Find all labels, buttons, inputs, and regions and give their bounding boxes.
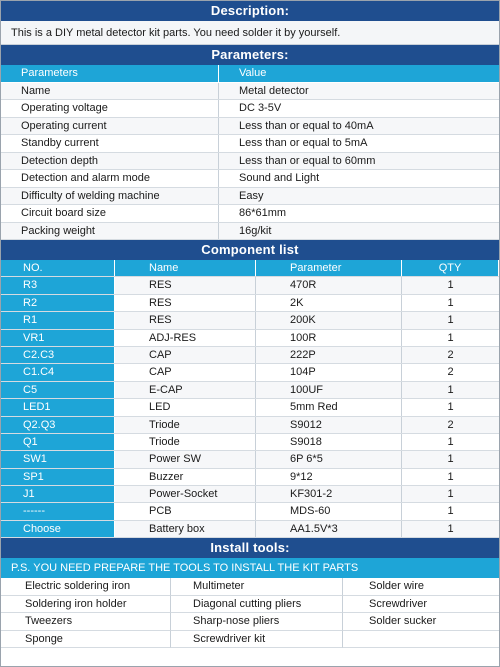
component-row — [1, 295, 499, 312]
component-no: SW1 — [1, 451, 115, 467]
component-table — [1, 260, 499, 538]
component-name: Buzzer — [115, 469, 256, 485]
component-row — [1, 399, 499, 416]
component-qty: 1 — [402, 312, 499, 328]
parameter-value: Sound and Light — [239, 172, 320, 184]
tool-item: Soldering iron holder — [1, 596, 171, 614]
parameter-name: Operating current — [1, 118, 219, 135]
component-parameter: 100UF — [256, 382, 402, 398]
parameter-row — [1, 205, 499, 223]
component-row — [1, 382, 499, 399]
parameters-header: Parameters: — [1, 45, 499, 65]
parameter-value: Less than or equal to 60mm — [239, 154, 376, 167]
parameter-value: DC 3-5V — [239, 102, 282, 114]
component-parameter: 200K — [256, 312, 402, 328]
component-qty: 2 — [402, 347, 499, 363]
component-row — [1, 277, 499, 294]
component-no: SP1 — [1, 469, 115, 485]
parameter-row — [1, 118, 499, 136]
component-no: Q2.Q3 — [1, 417, 115, 433]
parameter-value: Less than or equal to 5mA — [239, 137, 368, 149]
tool-item: Sponge — [1, 631, 171, 649]
parameter-row — [1, 153, 499, 171]
component-no: C5 — [1, 382, 115, 398]
parameter-name: Packing weight — [1, 223, 219, 240]
component-name: CAP — [115, 364, 256, 380]
component-qty: 1 — [447, 331, 454, 344]
component-parameter: S9012 — [256, 417, 402, 433]
tool-item — [343, 631, 499, 649]
component-name: ADJ-RES — [115, 330, 256, 346]
component-row — [1, 330, 499, 347]
component-row — [1, 486, 499, 503]
parameters-table-header — [1, 65, 499, 83]
parameters-table — [1, 65, 499, 240]
parameter-name: Operating voltage — [1, 100, 219, 117]
component-parameter: AA1.5V*3 — [256, 521, 402, 537]
description-text: This is a DIY metal detector kit parts. You need solder it by yourself. — [1, 21, 499, 45]
component-name: Triode — [115, 417, 256, 433]
component-name: PCB — [115, 503, 256, 519]
component-row — [1, 347, 499, 364]
component-parameter: 2K — [256, 295, 402, 311]
component-no: R3 — [1, 277, 115, 293]
component-row — [1, 469, 499, 486]
component-name: RES — [115, 312, 256, 328]
component-name: LED — [115, 399, 256, 415]
component-parameter: 104P — [256, 364, 402, 380]
component-parameter: 5mm Red — [256, 399, 402, 415]
component-row — [1, 451, 499, 468]
parameter-row — [1, 223, 499, 241]
component-row — [1, 364, 499, 381]
component-qty: 1 — [402, 521, 499, 537]
tool-item: Electric soldering iron — [1, 578, 171, 596]
parameter-value: 16g/kit — [239, 224, 272, 237]
component-no: Choose — [1, 521, 115, 537]
component-name: E-CAP — [115, 382, 256, 398]
component-row — [1, 312, 499, 329]
component-name: CAP — [115, 347, 256, 363]
component-name: Battery box — [115, 521, 256, 537]
parameter-value: Metal detector — [239, 84, 309, 97]
tool-item: Tweezers — [1, 613, 171, 631]
component-qty: 1 — [447, 401, 454, 414]
tool-item: Screwdriver kit — [171, 631, 343, 649]
parameter-name: Standby current — [1, 135, 219, 152]
component-parameter: MDS-60 — [256, 503, 402, 519]
component-row — [1, 417, 499, 434]
tool-item: Sharp-nose pliers — [171, 613, 343, 631]
component-parameter: S9018 — [256, 434, 402, 450]
component-qty: 1 — [447, 435, 454, 448]
component-parameter: 100R — [256, 330, 402, 346]
component-row — [1, 434, 499, 451]
tool-item: Solder sucker — [343, 613, 499, 631]
column-header-parameter: Parameter — [256, 260, 402, 276]
tool-item: Solder wire — [343, 578, 499, 596]
tool-item: Screwdriver — [343, 596, 499, 614]
parameter-name: Detection depth — [1, 153, 219, 170]
component-parameter: 222P — [256, 347, 402, 363]
component-no: R2 — [1, 295, 115, 311]
column-header-value: Value — [239, 67, 267, 79]
tool-item: Diagonal cutting pliers — [171, 596, 343, 614]
parameter-row — [1, 188, 499, 206]
component-qty: 1 — [447, 296, 454, 309]
component-parameter: KF301-2 — [256, 486, 402, 502]
parameter-name: Difficulty of welding machine — [1, 188, 219, 205]
component-qty: 1 — [402, 486, 499, 502]
component-parameter: 470R — [256, 277, 402, 293]
component-parameter: 6P 6*5 — [256, 451, 402, 467]
component-name: Power-Socket — [115, 486, 256, 502]
parameter-row — [1, 83, 499, 101]
component-parameter: 9*12 — [256, 469, 402, 485]
component-list-header: Component list — [1, 240, 499, 260]
tool-item: Multimeter — [171, 578, 343, 596]
component-qty: 2 — [402, 417, 499, 433]
column-header-qty: QTY — [402, 260, 499, 276]
component-qty: 1 — [447, 505, 454, 518]
parameter-value: Less than or equal to 40mA — [239, 119, 374, 132]
component-no: Q1 — [1, 434, 115, 450]
component-no: VR1 — [1, 330, 115, 346]
component-row — [1, 521, 499, 538]
parameter-value: 86*61mm — [239, 207, 287, 219]
parameter-name: Detection and alarm mode — [1, 170, 219, 187]
component-no: C1.C4 — [1, 364, 115, 380]
component-name: RES — [115, 295, 256, 311]
component-qty: 1 — [447, 470, 454, 483]
component-no: LED1 — [1, 399, 115, 415]
component-name: Triode — [115, 434, 256, 450]
component-no: J1 — [1, 486, 115, 502]
component-qty: 2 — [447, 366, 454, 379]
component-qty: 1 — [402, 277, 499, 293]
component-qty: 1 — [402, 451, 499, 467]
component-qty: 1 — [402, 382, 499, 398]
parameter-row — [1, 135, 499, 153]
parameter-name: Name — [1, 83, 219, 100]
parameter-row — [1, 100, 499, 118]
column-header-parameters: Parameters — [1, 65, 219, 82]
component-no: C2.C3 — [1, 347, 115, 363]
component-table-header — [1, 260, 499, 277]
parameter-name: Circuit board size — [1, 205, 219, 222]
component-no: ------ — [1, 503, 115, 519]
component-name: RES — [115, 277, 256, 293]
parameter-row — [1, 170, 499, 188]
column-header-no: NO. — [1, 260, 115, 276]
column-header-name: Name — [115, 260, 256, 276]
install-tools-header: Install tools: — [1, 538, 499, 558]
install-tools-notice: P.S. YOU NEED PREPARE THE TOOLS TO INSTALL THE KIT PARTS — [1, 558, 499, 578]
component-row — [1, 503, 499, 520]
component-name: Power SW — [115, 451, 256, 467]
install-tools-grid — [1, 578, 499, 648]
component-no: R1 — [1, 312, 115, 328]
parameter-value: Easy — [239, 189, 264, 202]
description-header: Description: — [1, 1, 499, 21]
